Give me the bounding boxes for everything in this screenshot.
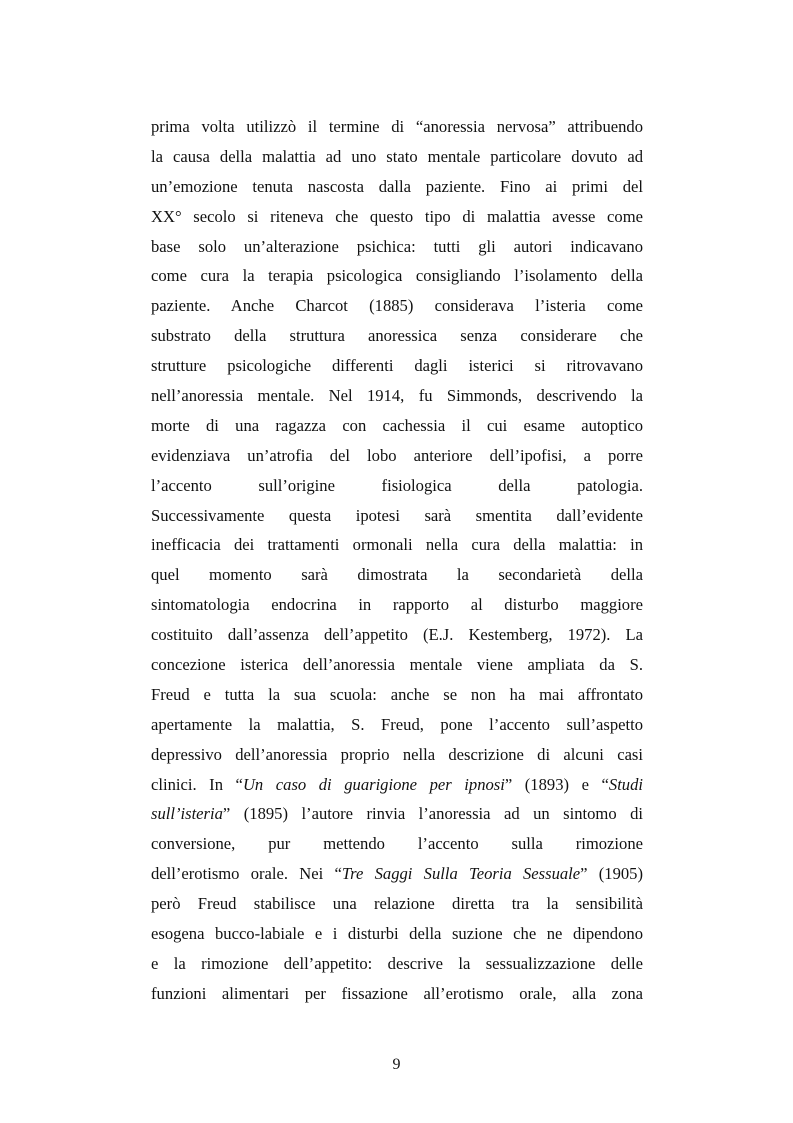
text-line: nell’anoressia mentale. Nel 1914, fu Simmonds, descrivendo la: [151, 386, 643, 406]
text-segment: ” (1895) l’autore rinvia l’anoressia ad un sintomo di: [222, 804, 643, 824]
text-segment: clinici. In “: [151, 774, 243, 794]
text-line: Freud e tutta la sua scuola: anche se non ha mai affrontato: [151, 684, 643, 704]
text-line: inefficacia dei trattamenti ormonali nella cura della malattia: in: [151, 535, 643, 555]
text-line: come cura la terapia psicologica consigliando l’isolamento della: [151, 266, 643, 286]
text-line: strutture psicologiche differenti dagli isterici si ritrovavano: [151, 356, 643, 376]
italic-title: Studi: [608, 774, 644, 794]
text-line: però Freud stabilisce una relazione diretta tra la sensibilità: [151, 894, 643, 914]
text-line: substrato della struttura anoressica senza considerare che: [151, 326, 643, 346]
italic-title: Un caso di guarigione per ipnosi: [242, 774, 505, 794]
text-line: XX° secolo si riteneva che questo tipo di malattia avesse come: [151, 206, 643, 226]
text-line: Successivamente questa ipotesi sarà smentita dall’evidente: [151, 505, 643, 525]
text-line: paziente. Anche Charcot (1885) considerava l’isteria come: [151, 296, 643, 316]
text-segment: ” (1905): [580, 864, 644, 884]
body-text: [151, 112, 643, 1009]
text-line: morte di una ragazza con cachessia il cui esame autoptico: [151, 415, 643, 435]
text-line-citation: [151, 770, 643, 800]
text-line: base solo un’alterazione psichica: tutti gli autori indicavano: [151, 236, 643, 256]
text-segment: dell’erotismo orale. Nei “: [151, 864, 342, 884]
text-line: depressivo dell’anoressia proprio nella descrizione di alcuni casi: [151, 744, 643, 764]
text-line: prima volta utilizzò il termine di “anoressia nervosa” attribuendo: [151, 117, 643, 136]
text-line: esogena bucco-labiale e i disturbi della suzione che ne dipendono: [151, 924, 643, 944]
text-line-citation: [151, 859, 643, 889]
text-line: quel momento sarà dimostrata la secondarietà della: [151, 565, 643, 585]
text-line: conversione, pur mettendo l’accento sulla rimozione: [151, 834, 643, 854]
text-line: e la rimozione dell’appetito: descrive la sessualizzazione delle: [151, 953, 643, 973]
text-line: apertamente la malattia, S. Freud, pone l’accento sull’aspetto: [151, 714, 643, 734]
italic-title: Tre Saggi Sulla Teoria Sessuale: [341, 864, 581, 884]
text-line: la causa della malattia ad uno stato mentale particolare dovuto ad: [151, 146, 643, 166]
text-line-citation: [151, 799, 643, 829]
text-line: sintomatologia endocrina in rapporto al disturbo maggiore: [151, 595, 643, 615]
text-segment: ” (1893) e “: [504, 774, 609, 794]
italic-title: sull’isteria: [151, 804, 223, 824]
text-line: funzioni alimentari per fissazione all’erotismo orale, alla zona: [151, 983, 643, 1003]
text-line: evidenziava un’atrofia del lobo anteriore dell’ipofisi, a porre: [151, 445, 643, 465]
text-line: l’accento sull’origine fisiologica della patologia.: [151, 475, 643, 495]
text-line: costituito dall’assenza dell’appetito (E.J. Kestemberg, 1972). La: [151, 625, 643, 645]
text-line: concezione isterica dell’anoressia mentale viene ampliata da S.: [151, 655, 643, 675]
text-line: un’emozione tenuta nascosta dalla paziente. Fino ai primi del: [151, 176, 643, 196]
page-number: 9: [392, 1056, 401, 1073]
